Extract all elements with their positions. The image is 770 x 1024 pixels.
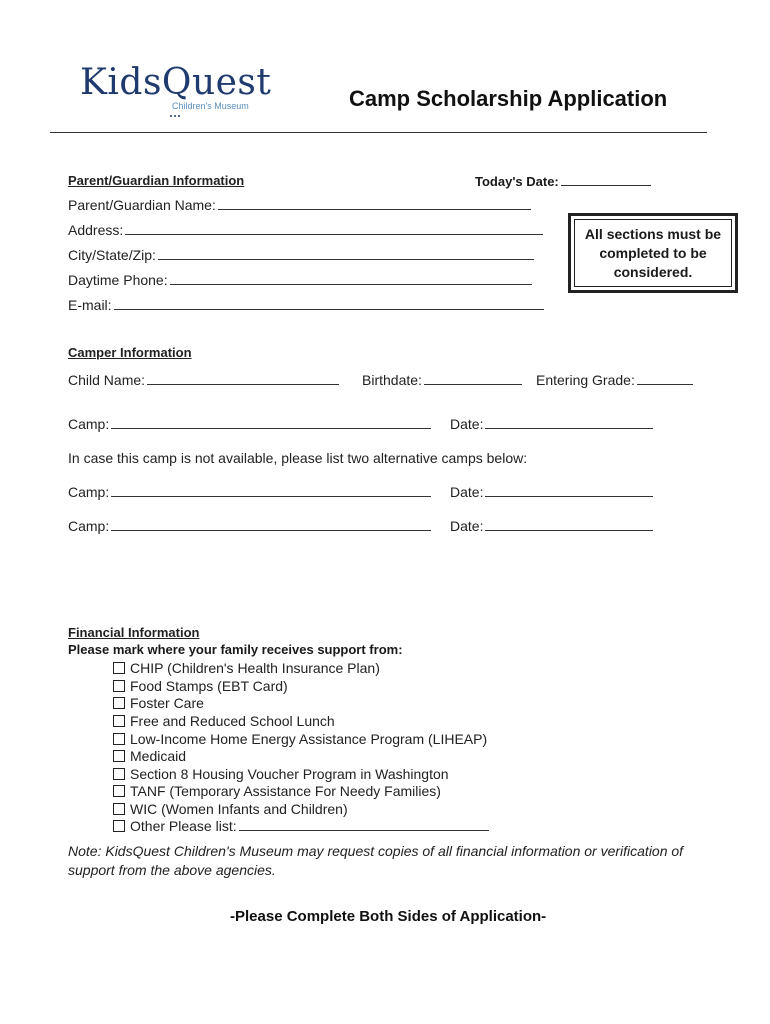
birthdate-line[interactable]: [424, 372, 522, 385]
checkbox-item-foster-care[interactable]: [113, 695, 204, 711]
checkbox-label: Other Please list:: [130, 818, 237, 834]
daytime-phone-field[interactable]: [68, 272, 532, 288]
checkbox-icon[interactable]: [113, 750, 125, 762]
checkbox-item-liheap[interactable]: [113, 731, 487, 747]
camp-date-line-3[interactable]: [485, 518, 653, 531]
todays-date-label: Today's Date:: [475, 174, 559, 189]
city-state-zip-field[interactable]: [68, 247, 534, 263]
child-name-line[interactable]: [147, 372, 339, 385]
address-line[interactable]: [125, 222, 543, 235]
email-field[interactable]: [68, 297, 544, 313]
checkbox-icon[interactable]: [113, 820, 125, 832]
camp-line-3[interactable]: [111, 518, 431, 531]
camp-field-2[interactable]: [68, 484, 431, 500]
checkbox-item-food-stamps[interactable]: [113, 678, 288, 694]
checkbox-label: Low-Income Home Energy Assistance Program (LIHEAP): [130, 731, 488, 747]
financial-section-heading: Financial Information: [68, 625, 200, 640]
email-line[interactable]: [114, 297, 544, 310]
checkbox-label: Medicaid: [130, 748, 187, 764]
date-label: Date:: [450, 416, 484, 432]
entering-grade-label: Entering Grade:: [536, 372, 635, 388]
camp-label: Camp:: [68, 416, 110, 432]
address-label: Address:: [68, 222, 124, 238]
entering-grade-line[interactable]: [637, 372, 693, 385]
child-name-field[interactable]: [68, 372, 339, 388]
header-divider: [50, 132, 707, 133]
checkbox-item-medicaid[interactable]: [113, 748, 186, 764]
parent-name-line[interactable]: [218, 197, 531, 210]
parent-name-label: Parent/Guardian Name:: [68, 197, 216, 213]
daytime-phone-line[interactable]: [170, 272, 532, 285]
checkbox-label: Food Stamps (EBT Card): [130, 678, 288, 694]
checkbox-label: Foster Care: [130, 695, 204, 711]
checkbox-icon[interactable]: [113, 715, 125, 727]
checkbox-icon[interactable]: [113, 733, 125, 745]
checkbox-label: Section 8 Housing Voucher Program in Washington: [130, 766, 449, 782]
camp-date-line-1[interactable]: [485, 416, 653, 429]
checkbox-icon[interactable]: [113, 768, 125, 780]
todays-date-field[interactable]: [475, 173, 651, 189]
checkbox-label: TANF (Temporary Assistance For Needy Families): [130, 783, 441, 799]
logo-tagline: Children's Museum: [172, 101, 249, 111]
date-label: Date:: [450, 484, 484, 500]
camp-date-line-2[interactable]: [485, 484, 653, 497]
camp-line-2[interactable]: [111, 484, 431, 497]
city-state-zip-label: City/State/Zip:: [68, 247, 156, 263]
notice-box: [568, 213, 738, 293]
camp-date-field-1[interactable]: [450, 416, 653, 432]
camp-date-field-3[interactable]: [450, 518, 653, 534]
parent-section-heading: Parent/Guardian Information: [68, 173, 245, 188]
camp-field-1[interactable]: [68, 416, 431, 432]
camper-section-heading: Camper Information: [68, 345, 192, 360]
checkbox-item-chip[interactable]: [113, 660, 380, 676]
checkbox-icon[interactable]: [113, 680, 125, 692]
camp-label: Camp:: [68, 518, 110, 534]
checkbox-item-school-lunch[interactable]: [113, 713, 335, 729]
address-field[interactable]: [68, 222, 543, 238]
checkbox-icon[interactable]: [113, 697, 125, 709]
checkbox-icon[interactable]: [113, 803, 125, 815]
checkbox-item-section-8[interactable]: [113, 766, 449, 782]
verification-note: Note: KidsQuest Children's Museum may request copies of all financial information or verification of support from the above agencies.: [68, 843, 684, 878]
entering-grade-field[interactable]: [536, 372, 693, 388]
todays-date-line[interactable]: [561, 173, 651, 186]
parent-name-field[interactable]: [68, 197, 531, 213]
camp-line-1[interactable]: [111, 416, 431, 429]
checkbox-item-tanf[interactable]: [113, 783, 441, 799]
birthdate-field[interactable]: [362, 372, 522, 388]
child-name-label: Child Name:: [68, 372, 146, 388]
financial-prompt: Please mark where your family receives support from:: [68, 642, 403, 657]
footer-instruction: -Please Complete Both Sides of Application-: [230, 908, 547, 925]
checkbox-icon[interactable]: [113, 785, 125, 797]
page-title: Camp Scholarship Application: [349, 86, 668, 111]
camp-date-field-2[interactable]: [450, 484, 653, 500]
alternative-camps-instruction: In case this camp is not available, please list two alternative camps below:: [68, 450, 528, 466]
city-state-zip-line[interactable]: [158, 247, 534, 260]
email-label: E-mail:: [68, 297, 112, 313]
checkbox-label: WIC (Women Infants and Children): [130, 801, 348, 817]
checkbox-label: CHIP (Children's Health Insurance Plan): [130, 660, 380, 676]
checkbox-label: Free and Reduced School Lunch: [130, 713, 335, 729]
date-label: Date:: [450, 518, 484, 534]
birthdate-label: Birthdate:: [362, 372, 422, 388]
checkbox-item-other[interactable]: [113, 818, 489, 834]
camp-field-3[interactable]: [68, 518, 431, 534]
checkbox-icon[interactable]: [113, 662, 125, 674]
notice-text: All sections must be completed to be considered.: [574, 219, 732, 287]
camp-label: Camp:: [68, 484, 110, 500]
other-list-line[interactable]: [239, 818, 489, 831]
daytime-phone-label: Daytime Phone:: [68, 272, 168, 288]
logo-wordmark: KidsQuest: [80, 62, 272, 103]
checkbox-item-wic[interactable]: [113, 801, 348, 817]
